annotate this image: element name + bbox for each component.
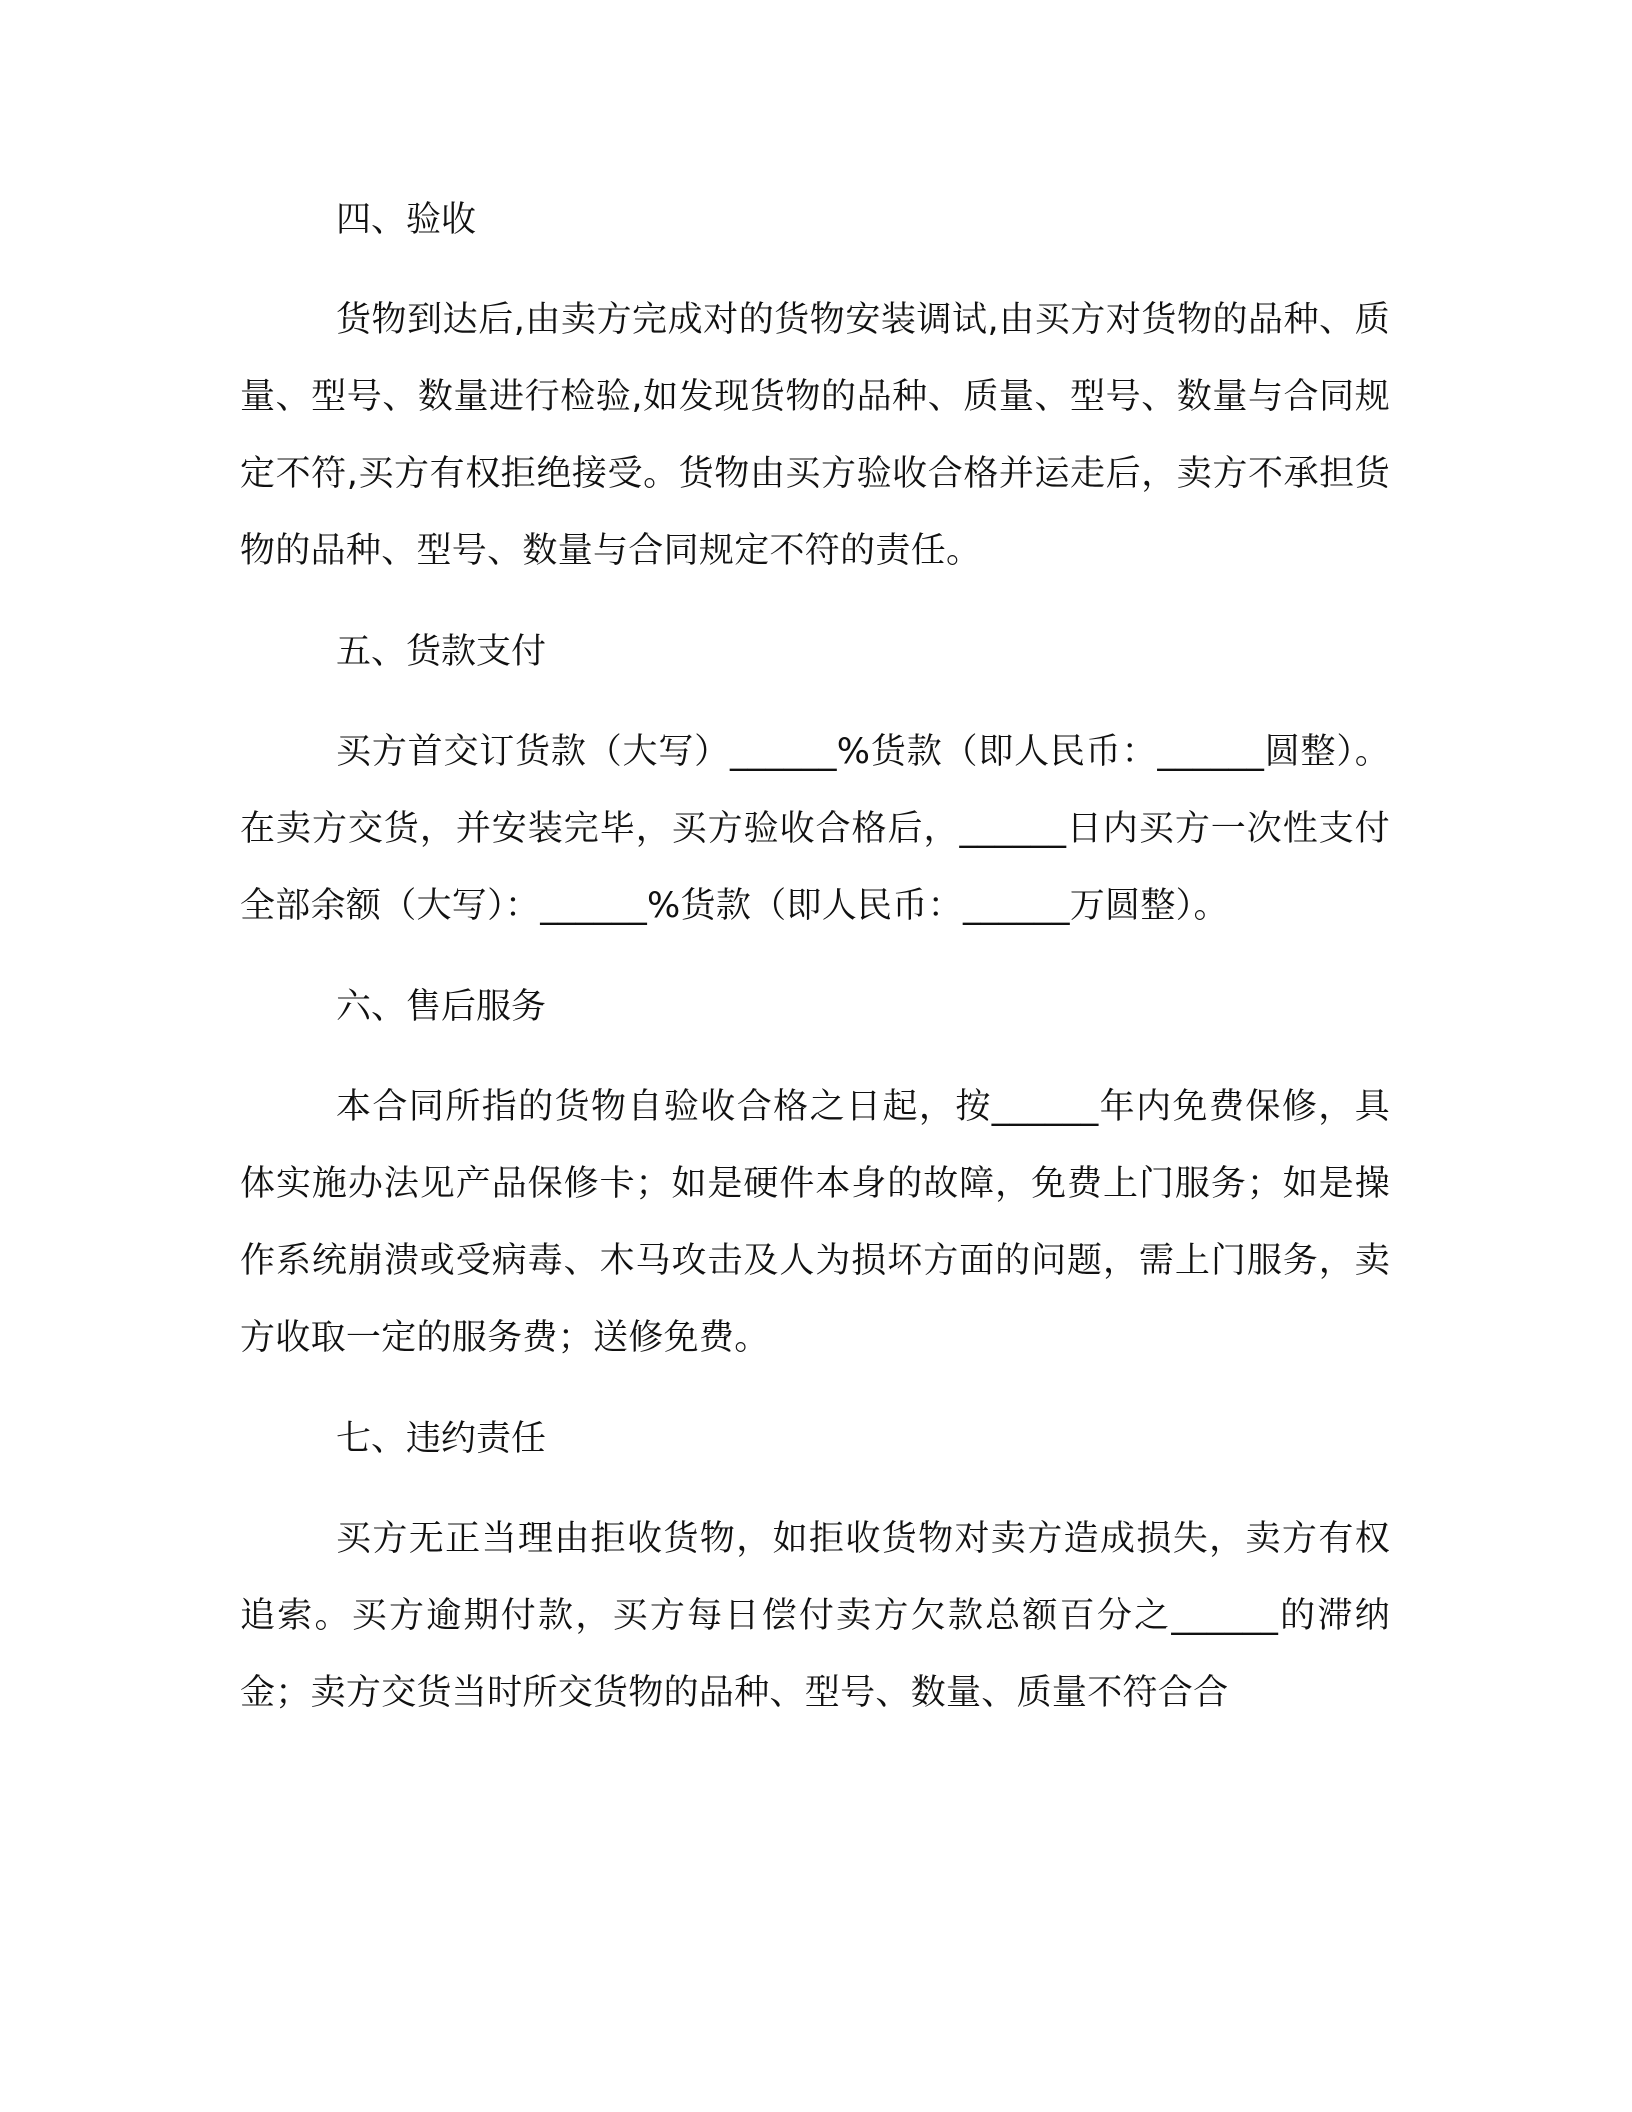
contract-content [240,182,1390,1756]
section-body-after-sales: 本合同所指的货物自验收合格之日起，按______年内免费保修，具体实施办法见产品保修卡；如是硬件本身的故障，免费上门服务；如是操作系统崩溃或受病毒、木马攻击及人为损坏方面的问题，需上门服务，卖方收取一定的服务费；送修免费。 [240,1087,1390,1358]
section-body-liability: 买方无正当理由拒收货物，如拒收货物对卖方造成损失，卖方有权追索。买方逾期付款，买方每日偿付卖方欠款总额百分之______的滞纳金；卖方交货当时所交货物的品种、型号、数量、质量不符合合 [240,1519,1390,1713]
section-heading-after-sales: 六、售后服务 [336,987,547,1027]
section-heading-liability: 七、违约责任 [336,1419,547,1459]
section-body-payment: 买方首交订货款（大写）______%货款（即人民币：______圆整）。在卖方交货，并安装完毕，买方验收合格后，______日内买方一次性支付全部余额（大写）：______%货款（即人民币：______万圆整）。 [240,732,1390,926]
section-body-acceptance: 货物到达后,由卖方完成对的货物安装调试,由买方对货物的品种、质量、型号、数量进行检验,如发现货物的品种、质量、型号、数量与合同规定不符,买方有权拒绝接受。货物由买方验收合格并运走后，卖方不承担货物的品种、型号、数量与合同规定不符的责任。 [240,300,1390,571]
section-heading-payment: 五、货款支付 [336,632,547,672]
section-heading-acceptance: 四、验收 [336,200,477,240]
